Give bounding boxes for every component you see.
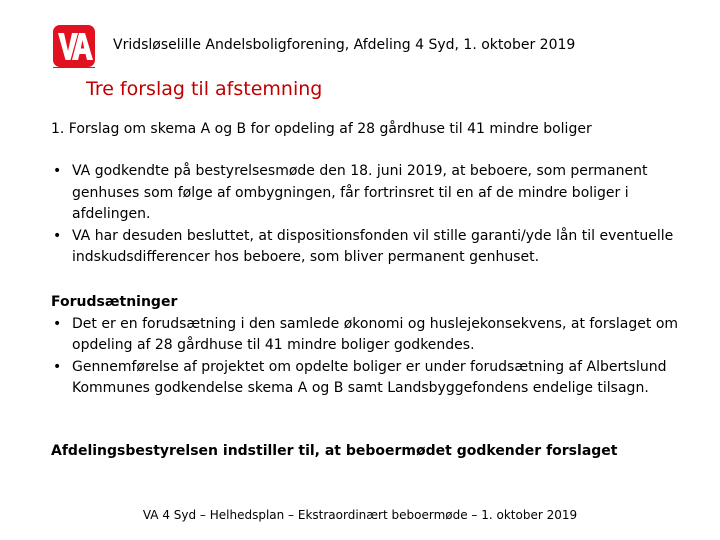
bullet-text: Det er en forudsætning i den samlede økonomi og huslejekonsekvens, at forslaget om opdeling af 28 gårdhuse til 41 mindre boliger godkendes. [72,315,679,353]
prerequisites-section [51,292,701,400]
va-logo [53,25,95,67]
bullet-text: VA godkendte på bestyrelsesmøde den 18. juni 2019, at beboere, som permanent genhuses som følge af ombygningen, får fortrinsret til en af de mindre boliger i afdelingen. [72,163,648,222]
section-heading: 1. Forslag om skema A og B for opdeling af 28 gårdhuse til 41 mindre boliger [51,121,592,137]
bullet-item [51,314,701,357]
bullet-glyph: • [53,358,62,375]
main-bullet-list [51,161,701,269]
bullet-glyph: • [53,315,62,332]
bullet-text: VA har desuden besluttet, at dispositionsfonden vil stille garanti/yde lån til eventuelle indskudsdifferencer hos beboere, som bliver permanent genhuset. [72,227,674,265]
prerequisites-heading: Forudsætninger [51,294,178,310]
header-title: Vridsløselille Andelsboligforening, Afdeling 4 Syd, 1. oktober 2019 [113,37,576,53]
bullet-item [51,226,701,269]
bullet-item [51,357,701,400]
bullet-glyph: • [53,163,62,179]
slide-title: Tre forslag til afstemning [86,78,323,100]
footer: VA 4 Syd – Helhedsplan – Ekstraordinært beboermøde – 1. oktober 2019 [142,508,578,522]
logo-underline [53,67,95,68]
bullet-text: Gennemførelse af projektet om opdelte boliger er under forudsætning af Albertslund Kommunes godkendelse skema A og B samt Landsbyggefondens endelige tilsagn. [72,358,667,396]
bullet-glyph: • [53,227,62,244]
conclusion-text: Afdelingsbestyrelsen indstiller til, at beboermødet godkender forslaget [51,443,618,459]
bullet-item [51,161,701,226]
